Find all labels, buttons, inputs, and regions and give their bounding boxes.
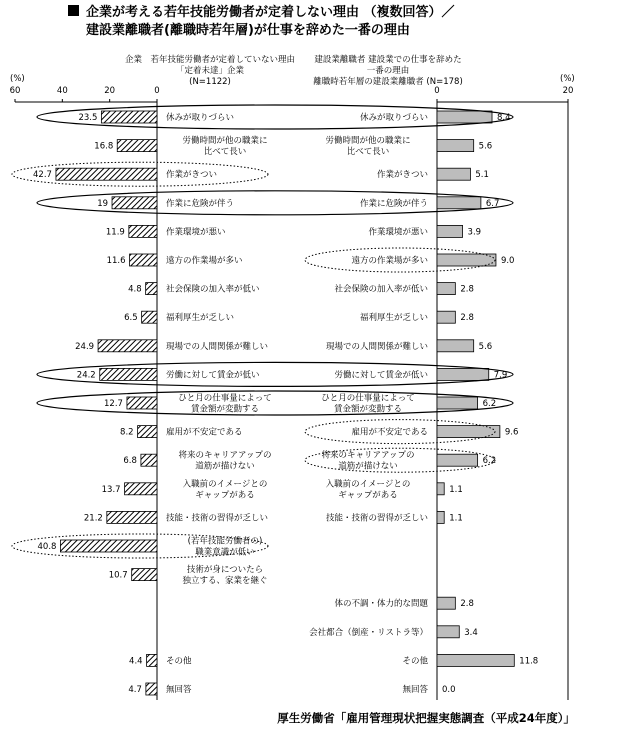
right-bar-6 xyxy=(437,283,455,295)
left-value-label-7: 6.5 xyxy=(124,313,138,324)
right-axis-tick-0: 0 xyxy=(434,86,440,96)
left-value-label-6: 4.8 xyxy=(128,284,142,295)
left-bar-6 xyxy=(146,283,157,295)
right-value-label-1: 5.6 xyxy=(478,141,493,152)
right-category-label-18: 会社都合（倒産・リストラ等） xyxy=(309,627,428,638)
left-bar-12 xyxy=(141,454,157,466)
right-category-label-17: 体の不調・体力的な問題 xyxy=(334,599,428,610)
right-bar-14 xyxy=(437,511,444,523)
right-bar-10 xyxy=(437,397,478,409)
right-category-label-13: ギャップがある xyxy=(338,490,398,501)
right-bar-12 xyxy=(437,454,478,466)
right-bar-2 xyxy=(437,168,470,180)
right-value-label-17: 2.8 xyxy=(460,599,474,610)
left-header-line1: 企業 若年技能労働者が定着していない理由 xyxy=(124,55,296,65)
left-category-label-16: 独立する、家業を継ぐ xyxy=(182,576,268,587)
left-category-label-10: 賃金額が変動する xyxy=(190,404,260,415)
right-value-label-3: 6.7 xyxy=(485,198,500,209)
left-category-label-10: ひと月の仕事量によって xyxy=(178,393,272,404)
right-bar-3 xyxy=(437,197,481,209)
left-value-label-19: 4.4 xyxy=(129,656,143,667)
right-value-label-5: 9.0 xyxy=(500,256,515,266)
right-header-line2: 一番の理由 xyxy=(366,66,410,76)
chart-title-line2: 建設業離職者(離職時若年層)が仕事を辞めた一番の理由 xyxy=(86,23,410,38)
left-bar-14 xyxy=(107,511,157,523)
right-category-label-0: 休みが取りづらい xyxy=(359,113,428,123)
left-category-label-14: 技能・技術の習得が乏しい xyxy=(166,513,269,524)
left-bar-4 xyxy=(129,225,157,237)
left-category-label-15: (若年技能労働者の) xyxy=(187,536,263,547)
left-category-label-12: 道筋が描けない xyxy=(195,461,255,472)
right-value-label-13: 1.1 xyxy=(449,484,463,495)
right-value-label-12: 6.2 xyxy=(482,456,497,467)
left-header-line3: (N=1122) xyxy=(189,77,231,87)
left-axis-tick-20: 20 xyxy=(104,86,116,96)
right-value-label-4: 3.9 xyxy=(467,227,482,238)
left-category-label-3: 作業に危険が伴う xyxy=(166,198,235,209)
left-bar-8 xyxy=(98,340,157,352)
right-value-label-2: 5.1 xyxy=(475,170,489,181)
right-category-label-8: 現場での人間関係が難しい xyxy=(325,341,428,352)
left-value-label-2: 42.7 xyxy=(33,170,52,181)
right-category-label-20: 無回答 xyxy=(402,685,428,695)
left-value-label-5: 11.6 xyxy=(106,256,126,266)
source-note: 厚生労働省「雇用管理現状把握実態調査（平成24年度）」 xyxy=(277,711,575,725)
left-header-line2: 「定着未達」企業 xyxy=(175,66,245,76)
right-bar-0 xyxy=(437,111,492,123)
right-category-label-2: 作業がきつい xyxy=(376,170,428,181)
right-bar-7 xyxy=(437,311,455,323)
left-bar-16 xyxy=(132,569,157,581)
left-category-label-8: 現場での人間関係が難しい xyxy=(166,341,269,352)
left-bar-13 xyxy=(125,483,157,495)
right-value-label-20: 0.0 xyxy=(442,685,456,695)
right-category-label-9: 労働に対して賃金が低い xyxy=(334,370,428,381)
left-value-label-13: 13.7 xyxy=(101,484,121,495)
left-value-label-15: 40.8 xyxy=(37,542,57,552)
title-bullet xyxy=(68,5,79,16)
right-value-label-8: 5.6 xyxy=(478,341,493,352)
left-bar-9 xyxy=(100,368,157,380)
left-category-label-2: 作業がきつい xyxy=(166,170,218,181)
left-category-label-0: 休みが取りづらい xyxy=(166,113,235,123)
left-bar-2 xyxy=(56,168,157,180)
left-category-label-16: 技術が身についたら xyxy=(186,565,264,576)
right-value-label-6: 2.8 xyxy=(460,284,474,295)
right-category-label-1: 比べて長い xyxy=(346,147,390,158)
left-value-label-11: 8.2 xyxy=(120,427,134,438)
right-header-line1: 建設業離職者 建設業での仕事を辞めた xyxy=(314,55,462,65)
right-category-label-6: 社会保険の加入率が低い xyxy=(334,284,428,295)
right-axis-tick-20: 20 xyxy=(562,86,574,96)
right-value-label-14: 1.1 xyxy=(449,513,463,524)
right-bar-9 xyxy=(437,368,489,380)
left-bar-0 xyxy=(101,111,157,123)
left-bar-20 xyxy=(146,683,157,695)
left-axis-tick-60: 60 xyxy=(9,86,21,96)
left-category-label-19: その他 xyxy=(166,656,192,667)
left-unit-label: (%) xyxy=(10,74,25,84)
right-value-label-7: 2.8 xyxy=(460,313,474,324)
right-bar-18 xyxy=(437,626,459,638)
left-category-label-6: 社会保険の加入率が低い xyxy=(166,284,260,295)
bars-layer xyxy=(56,111,514,695)
left-category-label-11: 雇用が不安定である xyxy=(166,427,243,438)
left-value-label-9: 24.2 xyxy=(76,370,96,381)
left-value-label-1: 16.8 xyxy=(94,141,114,152)
left-category-label-12: 将来のキャリアアップの xyxy=(178,450,272,461)
right-category-label-12: 道筋が描けない xyxy=(338,461,398,472)
left-bar-7 xyxy=(142,311,157,323)
right-category-label-19: その他 xyxy=(402,656,428,667)
left-bar-19 xyxy=(147,654,157,666)
left-category-label-13: ギャップがある xyxy=(195,490,255,501)
left-axis-tick-0: 0 xyxy=(154,86,160,96)
right-value-label-9: 7.9 xyxy=(493,370,508,381)
left-bar-5 xyxy=(130,254,157,266)
right-bar-4 xyxy=(437,225,463,237)
right-category-label-5: 遠方の作業場が多い xyxy=(351,256,428,266)
chart-title-line1: 企業が考える若年技能労働者が定着しない理由 （複数回答）／ xyxy=(86,5,455,20)
left-value-label-4: 11.9 xyxy=(105,227,125,238)
left-bar-1 xyxy=(117,140,157,152)
left-bar-15 xyxy=(60,540,157,552)
right-bar-13 xyxy=(437,483,444,495)
right-header-line3: 離職時若年層の建設業離職者 (N=178) xyxy=(313,77,463,87)
right-category-label-1: 労働時間が他の職業に xyxy=(325,136,411,147)
right-category-label-10: ひと月の仕事量によって xyxy=(321,393,415,404)
right-value-label-19: 11.8 xyxy=(519,656,539,667)
right-unit-label: (%) xyxy=(560,74,575,84)
right-bar-17 xyxy=(437,597,455,609)
left-category-label-1: 比べて長い xyxy=(203,147,247,158)
left-value-label-0: 23.5 xyxy=(78,113,98,123)
left-category-label-20: 無回答 xyxy=(166,685,192,695)
right-category-label-11: 雇用が不安定である xyxy=(351,427,428,438)
left-value-label-20: 4.7 xyxy=(128,685,142,695)
left-category-label-1: 労働時間が他の職業に xyxy=(182,136,268,147)
right-category-label-7: 福利厚生が乏しい xyxy=(359,313,428,324)
right-bar-8 xyxy=(437,340,474,352)
left-bar-11 xyxy=(138,426,157,438)
right-category-label-12: 将来のキャリアアップの xyxy=(321,450,415,461)
left-value-label-14: 21.2 xyxy=(83,513,103,524)
right-bar-19 xyxy=(437,654,514,666)
left-value-label-8: 24.9 xyxy=(75,341,95,352)
left-category-label-15: 職業意識が低い xyxy=(195,547,255,558)
right-category-label-3: 作業に危険が伴う xyxy=(359,198,428,209)
left-value-label-3: 19 xyxy=(97,198,109,209)
left-category-label-4: 作業環境が悪い xyxy=(166,227,226,238)
left-axis-tick-40: 40 xyxy=(56,86,68,96)
left-category-label-7: 福利厚生が乏しい xyxy=(166,313,235,324)
left-value-label-10: 12.7 xyxy=(104,399,123,409)
right-category-label-13: 入職前のイメージとの xyxy=(325,479,411,490)
right-value-label-18: 3.4 xyxy=(464,627,478,638)
right-value-label-0: 8.4 xyxy=(497,113,511,123)
right-value-label-11: 9.6 xyxy=(504,427,519,438)
left-category-label-9: 労働に対して賃金が低い xyxy=(166,370,260,381)
right-category-label-14: 技能・技術の習得が乏しい xyxy=(325,513,428,524)
right-value-label-10: 6.2 xyxy=(482,399,497,409)
right-category-label-10: 賃金額が変動する xyxy=(333,404,403,415)
right-bar-1 xyxy=(437,140,474,152)
left-category-label-5: 遠方の作業場が多い xyxy=(166,256,243,266)
right-bar-5 xyxy=(437,254,496,266)
left-bar-10 xyxy=(127,397,157,409)
left-value-label-12: 6.8 xyxy=(123,456,137,467)
left-bar-3 xyxy=(112,197,157,209)
left-category-label-13: 入職前のイメージとの xyxy=(182,479,268,490)
left-value-label-16: 10.7 xyxy=(108,570,128,581)
right-category-label-4: 作業環境が悪い xyxy=(368,227,428,238)
